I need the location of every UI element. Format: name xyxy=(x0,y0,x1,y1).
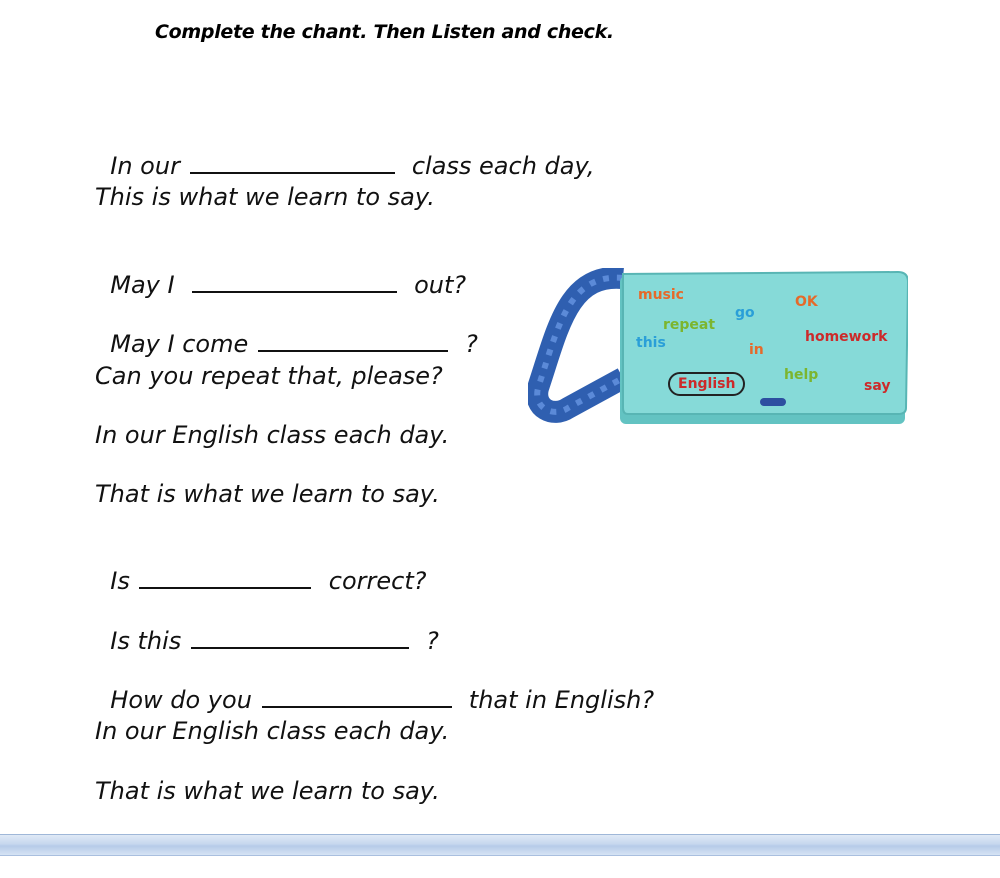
chant-line-2: This is what we learn to say. xyxy=(95,183,435,211)
chant-line-5: Can you repeat that, please? xyxy=(95,362,443,390)
word-help: help xyxy=(784,367,819,383)
chant-line-9 xyxy=(95,599,439,655)
answer-blank-5[interactable] xyxy=(191,646,409,649)
line-text-before: May I xyxy=(110,271,190,299)
word-repeat: repeat xyxy=(663,317,716,333)
answer-blank-4[interactable] xyxy=(139,586,311,589)
line-text-after: out? xyxy=(398,271,467,299)
word-ok: OK xyxy=(795,294,818,310)
word-in: in xyxy=(749,342,764,358)
line-text-before: How do you xyxy=(110,686,260,714)
answer-blank-2[interactable] xyxy=(192,290,397,293)
word-homework: homework xyxy=(805,329,888,345)
line-text-after: that in English? xyxy=(453,686,655,714)
chant-line-3 xyxy=(95,243,466,299)
line-text-before: Is xyxy=(110,567,138,595)
word-music: music xyxy=(638,287,684,303)
line-text-after: class each day, xyxy=(396,152,595,180)
instructions: Complete the chant. Then Listen and check. xyxy=(155,21,614,43)
chant-line-12: That is what we learn to say. xyxy=(95,777,440,805)
chant-line-4 xyxy=(95,302,478,358)
answer-blank-1[interactable] xyxy=(190,171,395,174)
window-status-bar xyxy=(0,834,1000,856)
line-text-after: correct? xyxy=(313,567,427,595)
word-this: this xyxy=(636,335,666,351)
chant-line-6: In our English class each day. xyxy=(95,421,450,449)
word-english: English xyxy=(668,372,745,396)
chant-line-1 xyxy=(95,124,594,180)
chant-line-10 xyxy=(95,658,654,714)
chant-line-7: That is what we learn to say. xyxy=(95,480,440,508)
line-text-before: May I come xyxy=(110,330,256,358)
bag-illustration xyxy=(528,268,908,428)
word-go: go xyxy=(735,305,755,321)
answer-blank-3[interactable] xyxy=(258,349,448,352)
line-text-before: Is this xyxy=(110,627,189,655)
line-text-before: In our xyxy=(110,152,188,180)
answer-blank-6[interactable] xyxy=(262,705,452,708)
word-say: say xyxy=(864,378,891,394)
chant-line-8 xyxy=(95,539,426,595)
line-text-after: ? xyxy=(449,330,478,358)
line-text-after: ? xyxy=(410,627,439,655)
chant-line-11: In our English class each day. xyxy=(95,717,450,745)
word-bank-bag xyxy=(528,268,908,428)
